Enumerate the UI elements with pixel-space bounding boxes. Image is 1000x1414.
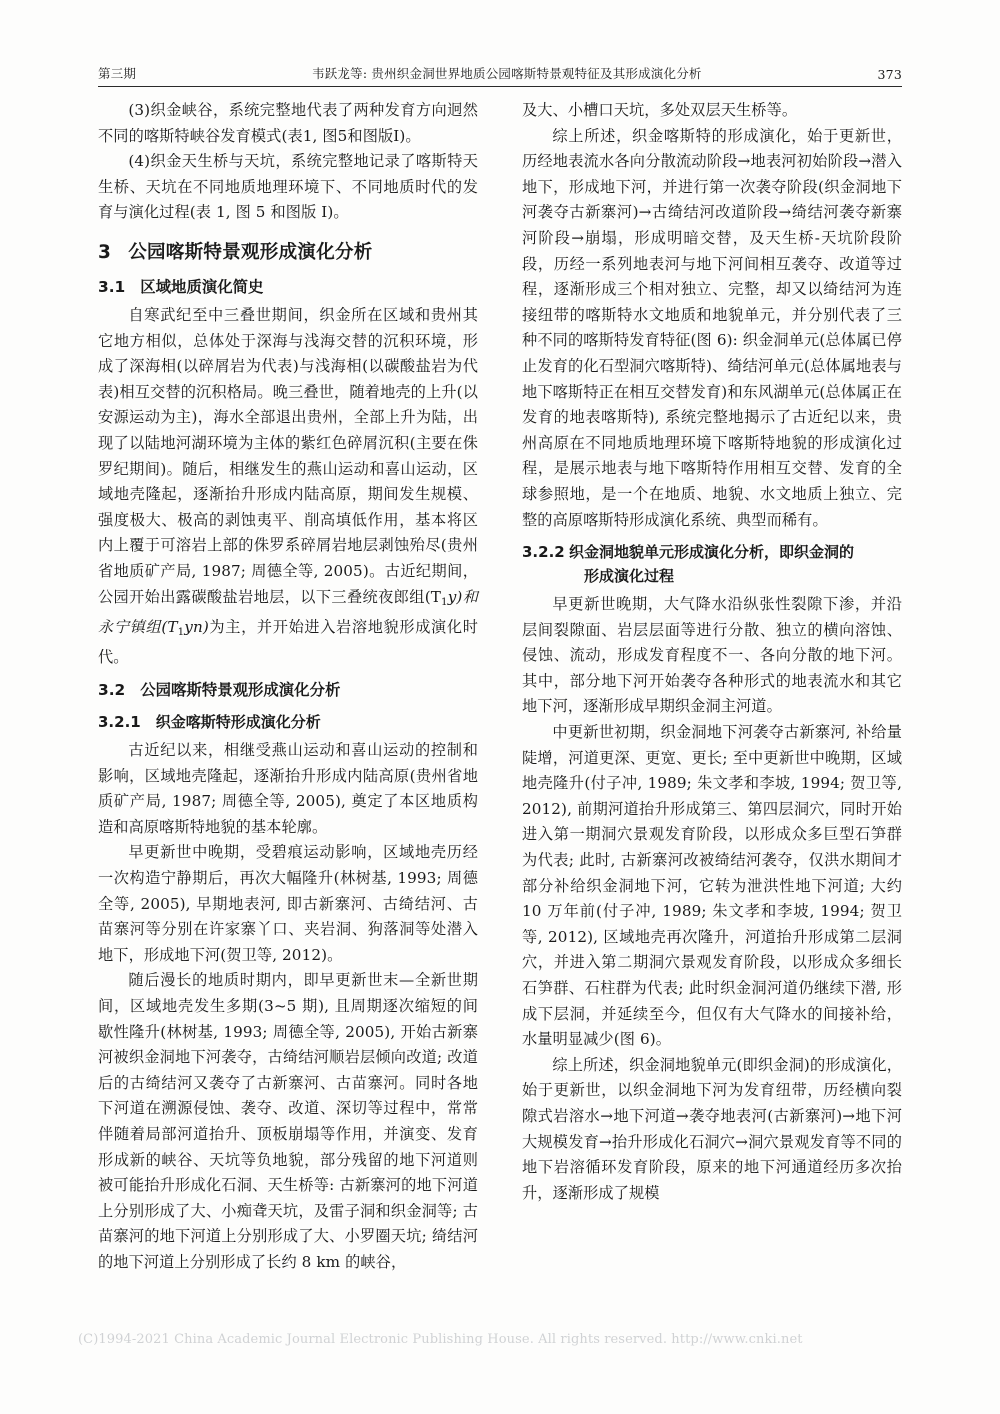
formation-symbol-t1y: $(T_1y)$和永宁镇组$(T_1yn)$ [98,587,478,638]
paragraph-middle-pleistocene: 中更新世初期，织金洞地下河袭夺古新寨河, 补给量陡增，河道更深、更宽、更长; 至中更新世中晚期，区域地壳隆升(付子冲, 1989; 朱文孝和李坡, 1994; 贺卫等, 2012), 前期河道抬升形成第三、第四层洞穴，同时开始进入第一期洞穴景观发育阶段，以形成众多巨型石笋群为代表; 此时, 古新寨河改被绮结河袭夺，仅洪水期间才部分补给织金洞地下河，它转为泄洪性地下河道; 大约 10 万年前(付子冲, 1989; 朱文孝和李坡, 1994; 贺卫等, 2012), 区域地壳再次隆升，河道抬升形成第二层洞穴，并进入第二期洞穴景观发育阶段，以形成众多细长石笋群、石柱群为代表; 此时织金洞河道仍继续下潜, 形成下层洞，并延续至今，但仅有大气降水的间接补给，水量明显减少(图 6)。 [522,723,902,1049]
paragraph-item-3: (3)织金峡谷，系统完整地代表了两种发育方向迥然不同的喀斯特峡谷发育模式(表1, 图5和图版I)。 [98,101,478,145]
section-title: 公园喀斯特景观形成演化分析 [128,241,373,263]
copyright-watermark: (C)1994-2021 China Academic Journal Electronic Publishing House. All rights reserved. http://www.cnki.net [78,1332,803,1347]
subscript-1: 1 [441,595,448,608]
header-issue: 第三期 [98,66,137,81]
subsection-title: 区域地质演化简史 [140,277,264,296]
left-column [98,98,478,1328]
section-heading-3 [98,239,478,266]
section-number: 3 [98,241,112,263]
paragraph-late-early-pleistocene: 早更新世晚期，大气降水沿纵张性裂隙下渗，并沿层间裂隙面、岩层层面等进行分散、独立的横向溶蚀、侵蚀、流动，形成发育程度不一、各向分散的地下河。其中，部分地下河开始袭夺各种形式的地表流水和其它地下河，逐渐形成早期织金洞主河道。 [522,595,902,716]
paragraph-item-4: (4)织金天生桥与天坑，系统完整地记录了喀斯特天生桥、天坑在不同地质地理环境下、不同地质时代的发育与演化过程(表 1, 图 5 和图版 I)。 [98,152,478,222]
section-heading-3-2-2 [522,540,902,589]
subsubsection-number: 3.2.1 [98,713,141,732]
section-heading-3-2 [98,678,478,703]
subsubsection-number: 3.2.2 [522,543,565,562]
paragraph-early-pleistocene: 早更新世中晚期，受碧痕运动影响，区域地壳历经一次构造宁静期后，再次大幅隆升(林树基, 1993; 周德全等, 2005), 早期地表河, 即古新寨河、古绮结河、古苗寨河等分别在许家寨丫口、夹岩洞、狗落洞等处潜入地下，形成地下河(贺卫等, 2012)。 [98,843,478,964]
subscript-2: 1 [177,625,185,638]
subsubsection-title-line1: 织金洞地貌单元形成演化分析，即织金洞的 [569,543,855,562]
subsubsection-title: 织金喀斯特形成演化分析 [155,713,321,732]
italic-yn: yn) [184,617,209,636]
subsubsection-title-line2: 形成演化过程 [584,567,675,586]
section-heading-3-1 [98,275,478,300]
running-header [98,56,902,82]
section-heading-3-2-1 [98,710,478,735]
header-rule [98,86,902,87]
italic-y: y)和永宁镇组(T [98,587,478,636]
paragraph-summary-karst-evolution: 综上所述，织金喀斯特的形成演化，始于更新世，历经地表流水各向分散流动阶段→地表河初始阶段→潜入地下，形成地下河，并进行第一次袭夺阶段(织金洞地下河袭夺古新寨河)→古绮结河改道阶段→绮结河袭夺新寨河阶段→崩塌，形成明暗交替，及天生桥-天坑阶段阶段，历经一系列地表河与地下河间相互袭夺、改道等过程，逐渐形成三个相对独立、完整，却又以绮结河为连接纽带的喀斯特水文地质和地貌单元，并分别代表了三种不同的喀斯特发育特征(图 6): 织金洞单元(总体属已停止发育的化石型洞穴喀斯特)、绮结河单元(总体属地表与地下喀斯特正在相互交替发育)和东风湖单元(总体属正在发育的地表喀斯特), 系统完整地揭示了古近纪以来，贵州高原在不同地质地理环境下喀斯特地貌的形成演化过程，是展示地表与地下喀斯特作用相互交替、发育的全球参照地，是一个在地质、地貌、水文地质上独立、完整的高原喀斯特形成演化系统、典型而稀有。 [522,126,902,529]
paragraph-long-geologic-period: 随后漫长的地质时期内，即早更新世末—全新世期间，区域地壳发生多期(3~5 期), 且周期逐次缩短的间歇性隆升(林树基, 1993; 周德全等, 2005), 开始古新寨河被织金洞地下河袭夺，古绮结河顺岩层倾向改道; 改道后的古绮结河又袭夺了古新寨河、古苗寨河。同时各地下河道在溯源侵蚀、袭夺、改道、深切等过程中，常常伴随着局部河道抬升、顶板崩塌等作用，并演变、发育形成新的峡谷、天坑等负地貌，部分残留的地下河道则被可能抬升形成化石洞、天生桥等: 古新寨河的地下河道上分别形成了大、小痴聋天坑，及雷子洞和织金洞等; 古苗寨河的地下河道上分别形成了大、小罗圈天坑; 绮结河的地下河道上分别形成了长约 8 km 的峡谷， [98,971,478,1271]
subsection-title: 公园喀斯特景观形成演化分析 [140,681,341,700]
subsection-number: 3.2 [98,681,126,700]
paragraph-text-tail: 为主，并开始进入岩溶地貌形成演化时代。 [98,617,479,667]
paragraph-text: 自寒武纪至中三叠世期间，织金所在区域和贵州其它地方相似，总体处于深海与浅海交替的沉积环境，形成了深海相(以碎屑岩为代表)与浅海相(以碳酸盐岩为代表)相互交替的沉积格局。晚三叠世，随着地壳的上升(以安源运动为主)，海水全部退出贵州，全部上升为陆，出现了以陆地河湖环境为主体的紫红色碎屑沉积(主要在侏罗纪期间)。随后，相继发生的燕山运动和喜山运动，区域地壳隆起，逐渐抬升形成内陆高原，期间发生规模、强度极大、极高的剥蚀夷平、削高填低作用，基本将区内上覆于可溶岩上部的侏罗系碎屑岩地层剥蚀殆尽(贵州省地质矿产局, 1987; 周德全等, 2005)。古近纪期间，公园开始出露碳酸盐岩地层，以下三叠统夜郎组 [98,305,478,606]
paragraph-tectonic-uplift: 古近纪以来，相继受燕山运动和喜山运动的控制和影响，区域地壳隆起，逐渐抬升形成内陆高原(贵州省地质矿产局, 1987; 周德全等, 2005), 奠定了本区地质构造和高原喀斯特地貌的基本轮廓。 [98,741,478,836]
header-article-title: 韦跃龙等: 贵州织金洞世界地质公园喀斯特景观特征及其形成演化分析 [312,66,702,81]
subsection-number: 3.1 [98,277,126,296]
two-column-body [98,98,902,1328]
paragraph-continuation: 及大、小槽口天坑，多处双层天生桥等。 [522,101,798,119]
paragraph-geologic-history-a [98,303,478,671]
paragraph-summary-zhijin-cave: 综上所述，织金洞地貌单元(即织金洞)的形成演化，始于更新世，以织金洞地下河为发育纽带，历经横向裂隙式岩溶水→地下河道→袭夺地表河(古新寨河)→地下河大规模发育→抬升形成化石洞穴→洞穴景观发育等不同的地下岩溶循环发育阶段，原来的地下河通道经历多次抬升，逐渐形成了规模 [522,1055,902,1202]
header-page-number: 373 [877,67,902,82]
right-column [522,98,902,1328]
